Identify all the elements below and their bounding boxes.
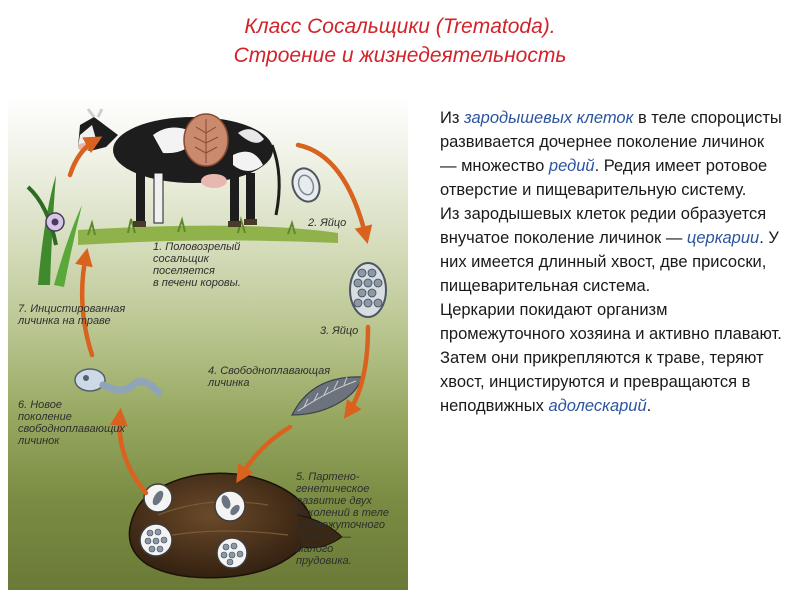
cow-icon xyxy=(78,109,279,227)
label-stage-6: 6. Новое поколение свободноплавающих личинок xyxy=(18,399,125,447)
paragraph-adolescariae: Церкарии покидают организм промежуточного хозяина и активно плавают. Затем они прикрепляются к траве, теряют хвост, инцистируются и превращаются в неподвижных адолескарий. xyxy=(440,301,782,415)
title-line-1: Класс Сосальщики (Trematoda). xyxy=(244,15,556,38)
redia-circle-1 xyxy=(144,484,172,512)
paragraph-rediae: Из зародышевых клеток в теле спороцисты развивается дочернее поколение личинок — множество редий. Редия имеет ротовое отверстие и пищеварительную систему. xyxy=(440,109,782,199)
liver-icon xyxy=(184,114,228,166)
page-title xyxy=(0,12,800,70)
label-stage-7: 7. Инцистированная личинка на траве xyxy=(18,303,126,327)
label-stage-1: 1. Половозрелый сосальщик поселяется в печени коровы. xyxy=(153,241,241,289)
term-adolescariae: адолескарий xyxy=(548,397,647,415)
egg-cluster-icon xyxy=(350,263,386,317)
redia-circle-2 xyxy=(215,491,245,521)
label-stage-4: 4. Свободноплавающая личинка xyxy=(208,365,331,389)
label-stage-2: 2. Яйцо xyxy=(308,217,347,229)
grass-cyst-icon xyxy=(28,175,82,287)
title-line-2: Строение и жизнедеятельность xyxy=(233,44,567,67)
egg-icon xyxy=(288,165,324,206)
life-cycle-diagram xyxy=(8,95,408,590)
label-stage-3: 3. Яйцо xyxy=(320,325,359,337)
cercaria-icon xyxy=(75,369,159,393)
description-text xyxy=(440,106,785,418)
term-germ-cells: зародышевых клеток xyxy=(464,109,634,127)
label-stage-5: 5. Партено- генетическое развитие двух поколений в теле промежуточного хозяина — малого прудовика. xyxy=(296,471,389,567)
term-rediae: редий xyxy=(548,157,595,175)
redia-circle-3 xyxy=(140,524,172,556)
redia-circle-4 xyxy=(217,538,247,568)
term-cercariae: церкарии xyxy=(686,229,760,247)
paragraph-cercariae: Из зародышевых клеток редии образуется внучатое поколение личинок — церкарии. У них имеется длинный хвост, две присоски, пищеварительная система. xyxy=(440,205,779,295)
